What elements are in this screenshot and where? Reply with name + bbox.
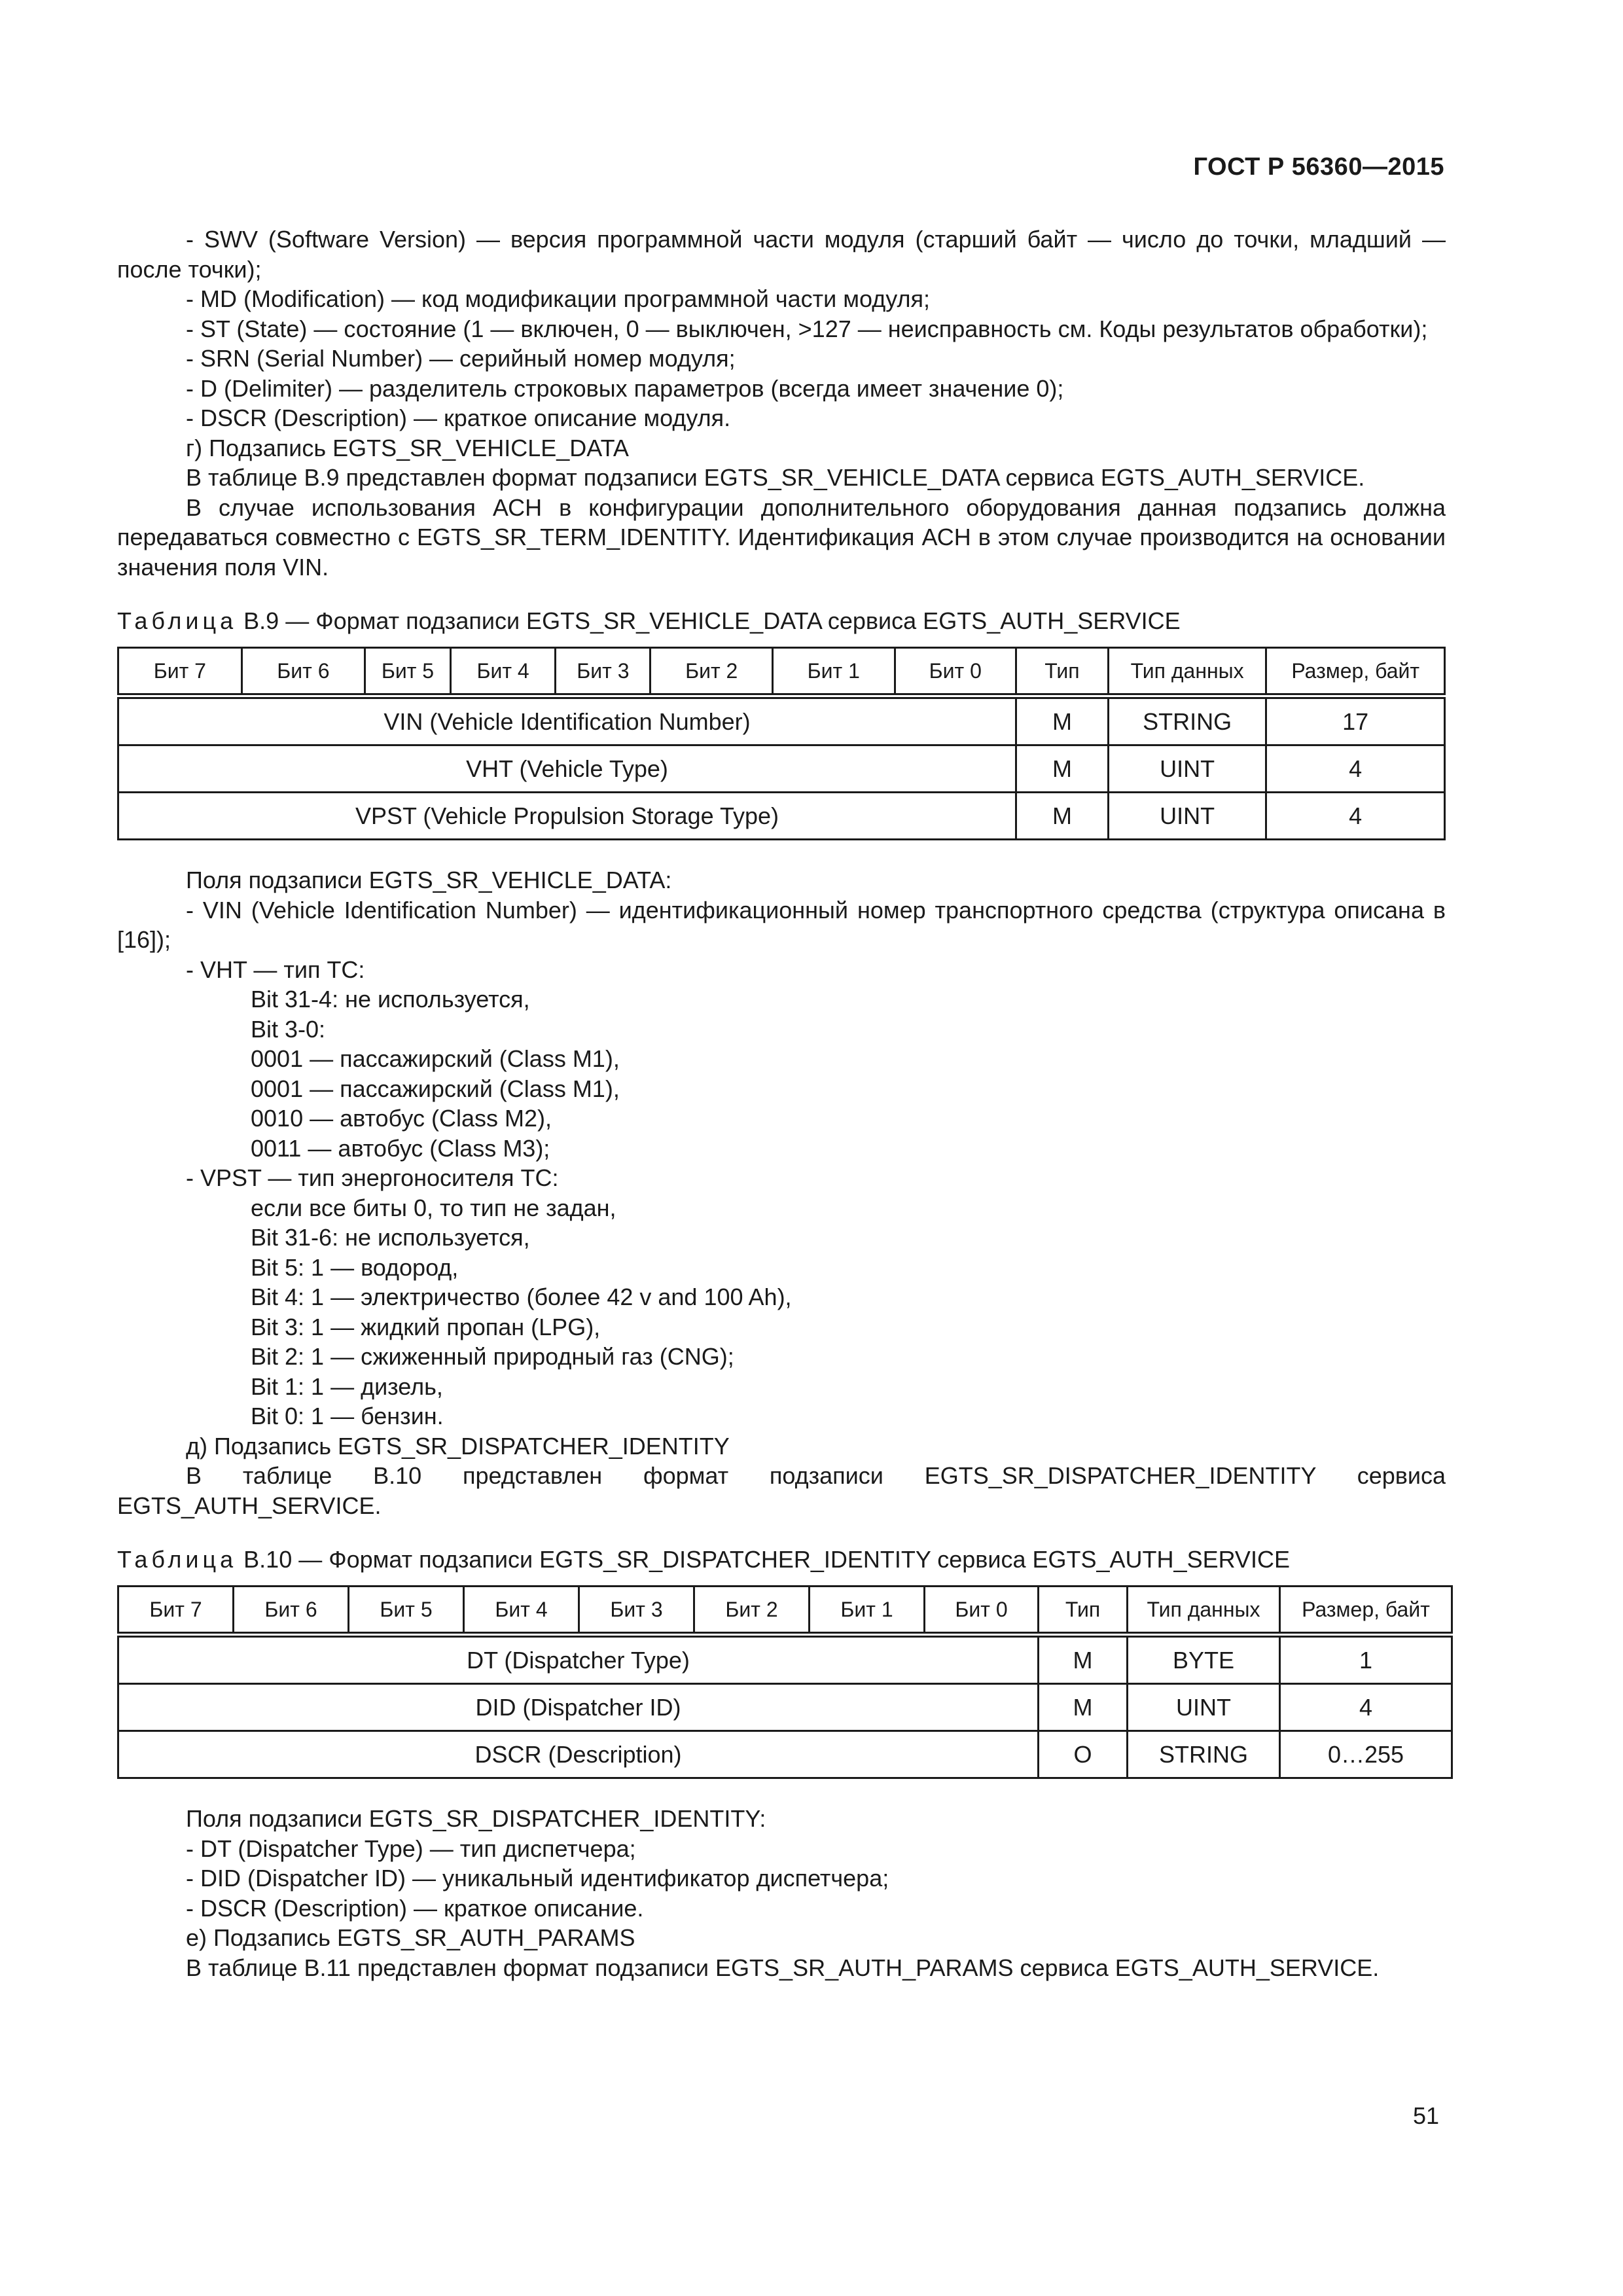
type-cell: M <box>1016 696 1109 745</box>
type-cell: M <box>1039 1684 1128 1731</box>
md-line: - MD (Modification) — код модификации программной части модуля; <box>186 285 930 312</box>
header-bit0: Бит 0 <box>895 648 1016 696</box>
field-cell: DID (Dispatcher ID) <box>118 1684 1039 1731</box>
header-bit2: Бит 2 <box>694 1587 810 1635</box>
size-cell: 4 <box>1266 793 1445 840</box>
table10-caption-text: В.10 — Формат подзаписи EGTS_SR_DISPATCHER_IDENTITY сервиса EGTS_AUTH_SERVICE <box>237 1546 1290 1573</box>
page-number: 51 <box>1412 2102 1439 2129</box>
fields9-title: Поля подзаписи EGTS_SR_VEHICLE_DATA: <box>186 867 672 893</box>
table-dispatcher-identity <box>117 1585 1453 1779</box>
header-bit1: Бит 1 <box>772 648 895 696</box>
vpst-item: Bit 5: 1 — водород, <box>251 1253 459 1281</box>
section-e-heading: е) Подзапись EGTS_SR_AUTH_PARAMS <box>186 1924 635 1951</box>
type-cell: O <box>1039 1731 1128 1778</box>
table-row <box>118 1731 1452 1778</box>
dt-description: - DT (Dispatcher Type) — тип диспетчера; <box>186 1835 636 1862</box>
vht-item: 0011 — автобус (Class M3); <box>251 1134 550 1162</box>
dscr-line: - DSCR (Description) — краткое описание модуля. <box>186 404 731 431</box>
field-cell: DSCR (Description) <box>118 1731 1039 1778</box>
vpst-item: Bit 4: 1 — электричество (более 42 v and 100 Ah), <box>251 1283 792 1310</box>
data-type-cell: STRING <box>1108 696 1266 745</box>
field-cell: VPST (Vehicle Propulsion Storage Type) <box>118 793 1016 840</box>
header-bit1: Бит 1 <box>810 1587 925 1635</box>
vpst-item: Bit 31-6: не используется, <box>251 1224 530 1251</box>
table10-reference: В таблице В.10 представлен формат подзаписи EGTS_SR_DISPATCHER_IDENTITY сервиса EGTS_AUTH_SERVICE. <box>117 1462 1446 1519</box>
table-row <box>118 793 1445 840</box>
size-cell: 17 <box>1266 696 1445 745</box>
did-description: - DID (Dispatcher ID) — уникальный идентификатор диспетчера; <box>186 1865 889 1892</box>
table-row <box>118 1635 1452 1684</box>
vht-item: Bit 3-0: <box>251 1015 326 1043</box>
data-type-cell: UINT <box>1108 793 1266 840</box>
data-type-cell: BYTE <box>1128 1635 1280 1684</box>
type-cell: M <box>1016 793 1109 840</box>
data-type-cell: UINT <box>1128 1684 1280 1731</box>
table-row <box>118 1684 1452 1731</box>
ach-paragraph: В случае использования АСН в конфигурации дополнительного оборудования данная подзапись должна передаваться совместно с EGTS_SR_TERM_IDENTITY. Идентификация АСН в этом случае производится на основании значения поля VIN. <box>117 493 1446 581</box>
table10-caption-label: Таблица <box>117 1546 238 1573</box>
header-bit6: Бит 6 <box>234 1587 349 1635</box>
table9-caption-text: В.9 — Формат подзаписи EGTS_SR_VEHICLE_DATA сервиса EGTS_AUTH_SERVICE <box>237 607 1181 634</box>
header-bit2: Бит 2 <box>651 648 773 696</box>
size-cell: 0…255 <box>1280 1731 1452 1778</box>
vht-item: 0010 — автобус (Class M2), <box>251 1105 552 1132</box>
dscr-description: - DSCR (Description) — краткое описание. <box>186 1894 644 1922</box>
st-line: - ST (State) — состояние (1 — включен, 0 — выключен, >127 — неисправность см. Коды результатов обработки); <box>186 315 1428 342</box>
header-data-type: Тип данных <box>1108 648 1266 696</box>
header-size: Размер, байт <box>1266 648 1445 696</box>
header-bit5: Бит 5 <box>349 1587 464 1635</box>
header-bit7: Бит 7 <box>118 1587 234 1635</box>
vehicle-data-fields <box>117 865 1446 1520</box>
table-header-row <box>118 1587 1452 1635</box>
fields10-title: Поля подзаписи EGTS_SR_DISPATCHER_IDENTITY: <box>186 1805 766 1832</box>
vpst-description: - VPST — тип энергоносителя ТС: <box>186 1164 559 1191</box>
module-fields-list <box>117 224 1446 582</box>
vpst-item: Bit 3: 1 — жидкий пропан (LPG), <box>251 1313 601 1340</box>
table9-caption <box>117 605 1446 636</box>
header-size: Размер, байт <box>1280 1587 1452 1635</box>
document-header: ГОСТ Р 56360—2015 <box>1193 153 1444 181</box>
page-content <box>117 224 1446 1982</box>
size-cell: 1 <box>1280 1635 1452 1684</box>
section-g-heading: г) Подзапись EGTS_SR_VEHICLE_DATA <box>186 434 629 461</box>
field-cell: VHT (Vehicle Type) <box>118 745 1016 793</box>
header-bit3: Бит 3 <box>579 1587 694 1635</box>
section-d-heading: д) Подзапись EGTS_SR_DISPATCHER_IDENTITY <box>186 1432 730 1460</box>
type-cell: M <box>1016 745 1109 793</box>
size-cell: 4 <box>1266 745 1445 793</box>
vht-item: 0001 — пассажирский (Class M1), <box>251 1045 620 1072</box>
dispatcher-fields <box>117 1804 1446 1982</box>
field-cell: VIN (Vehicle Identification Number) <box>118 696 1016 745</box>
vpst-item: Bit 1: 1 — дизель, <box>251 1372 443 1400</box>
srn-line: - SRN (Serial Number) — серийный номер модуля; <box>186 345 736 372</box>
table10-caption <box>117 1544 1446 1575</box>
field-cell: DT (Dispatcher Type) <box>118 1635 1039 1684</box>
header-bit5: Бит 5 <box>365 648 451 696</box>
table-header-row <box>118 648 1445 696</box>
swv-line: - SWV (Software Version) — версия программной части модуля (старший байт — число до точки, младший — после точки); <box>117 226 1446 283</box>
type-cell: M <box>1039 1635 1128 1684</box>
vht-description: - VHT — тип ТС: <box>186 956 365 983</box>
header-type: Тип <box>1016 648 1109 696</box>
header-bit6: Бит 6 <box>241 648 365 696</box>
header-bit7: Бит 7 <box>118 648 242 696</box>
size-cell: 4 <box>1280 1684 1452 1731</box>
data-type-cell: STRING <box>1128 1731 1280 1778</box>
table-vehicle-data <box>117 647 1446 840</box>
d-line: - D (Delimiter) — разделитель строковых параметров (всегда имеет значение 0); <box>186 374 1064 402</box>
vht-item: 0001 — пассажирский (Class M1), <box>251 1075 620 1102</box>
vpst-item: Bit 2: 1 — сжиженный природный газ (CNG); <box>251 1343 734 1370</box>
header-bit4: Бит 4 <box>464 1587 579 1635</box>
header-bit4: Бит 4 <box>450 648 556 696</box>
header-bit0: Бит 0 <box>925 1587 1039 1635</box>
header-data-type: Тип данных <box>1128 1587 1280 1635</box>
vht-item: Bit 31-4: не используется, <box>251 986 530 1013</box>
table-row <box>118 696 1445 745</box>
data-type-cell: UINT <box>1108 745 1266 793</box>
vin-description: - VIN (Vehicle Identification Number) — идентификационный номер транспортного средства (структура описана в [16]); <box>117 896 1446 953</box>
vpst-item: если все биты 0, то тип не задан, <box>251 1194 616 1221</box>
table9-reference: В таблице В.9 представлен формат подзаписи EGTS_SR_VEHICLE_DATA сервиса EGTS_AUTH_SERVICE. <box>186 464 1365 491</box>
table9-caption-label: Таблица <box>117 607 238 634</box>
table-row <box>118 745 1445 793</box>
table11-reference: В таблице В.11 представлен формат подзаписи EGTS_SR_AUTH_PARAMS сервиса EGTS_AUTH_SERVICE. <box>186 1954 1380 1981</box>
header-bit3: Бит 3 <box>556 648 651 696</box>
header-type: Тип <box>1039 1587 1128 1635</box>
vpst-item: Bit 0: 1 — бензин. <box>251 1403 444 1429</box>
